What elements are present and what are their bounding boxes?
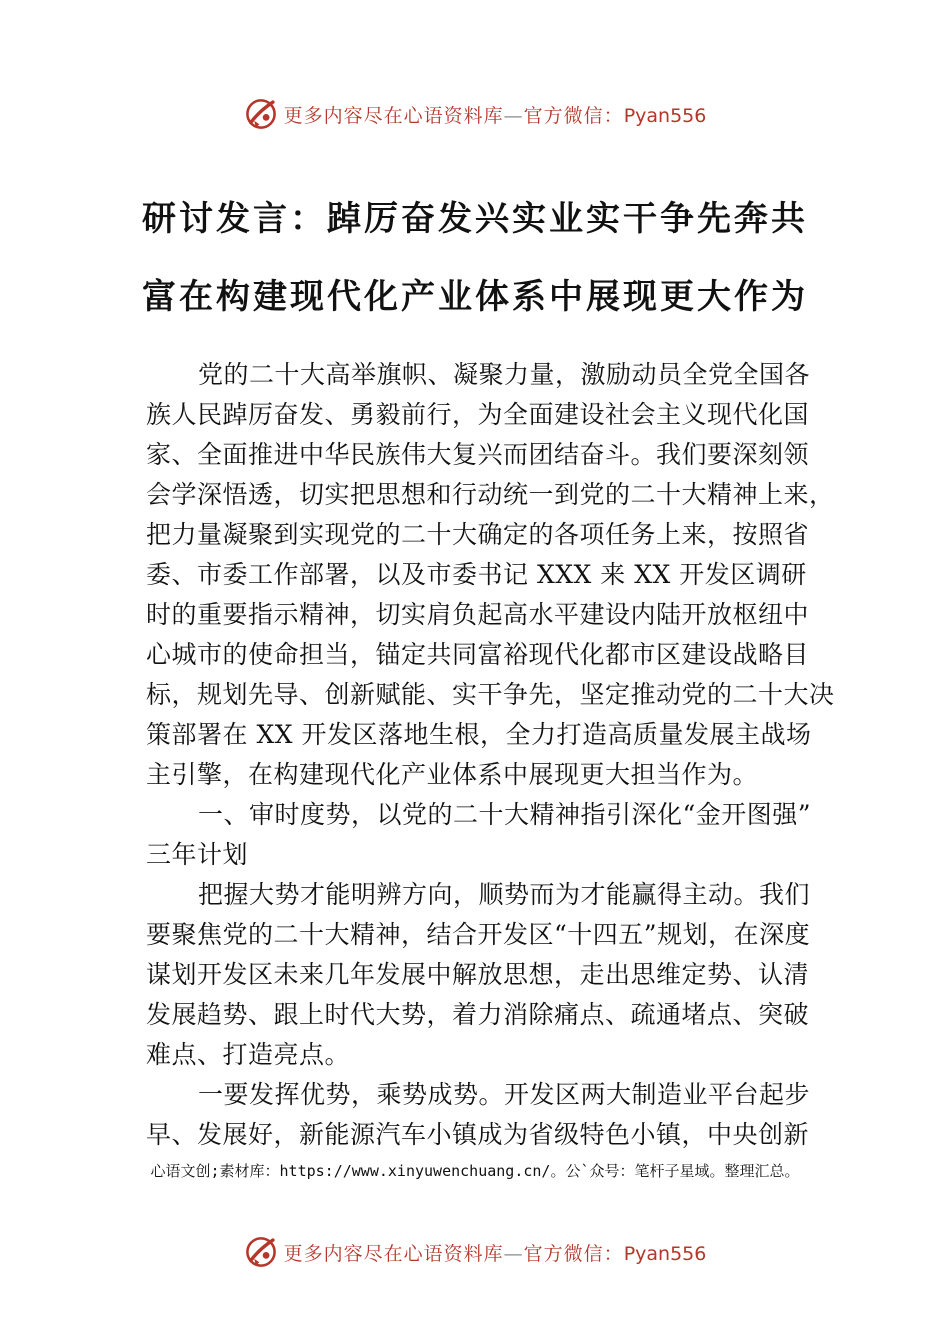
footer-source-note: 心语文创;素材库：https://www.xinyuwenchuang.cn/。公`众号：笔杆子星域。整理汇总。 — [150, 1162, 800, 1180]
body-line: 家、全面推进中华民族伟大复兴而团结奋斗。我们要深刻领 — [146, 440, 810, 469]
banner-dash: — — [503, 1242, 524, 1265]
body-line: 族人民踔厉奋发、勇毅前行，为全面建设社会主义现代化国 — [146, 400, 810, 429]
body-line: 一要发挥优势，乘势成势。开发区两大制造业平台起步 — [198, 1080, 811, 1109]
brush-seal-logo-icon — [244, 1235, 278, 1269]
body-line: 策部署在 XX 开发区落地生根，全力打造高质量发展主战场 — [146, 720, 812, 749]
header-banner — [0, 94, 950, 134]
title-line-2: 富在构建现代化产业体系中展现更大作为 — [142, 277, 808, 317]
document-title — [0, 180, 950, 336]
body-line: 标，规划先导、创新赋能、实干争先，坚定推动党的二十大决 — [146, 680, 835, 709]
banner-wechat-label: 官方微信： — [523, 104, 624, 127]
banner-text — [284, 101, 707, 128]
body-line: 党的二十大高举旗帜、凝聚力量，激励动员全党全国各 — [198, 360, 811, 389]
document-body — [146, 355, 835, 1155]
body-line: 难点、打造亮点。 — [146, 1040, 351, 1069]
body-line: 委、市委工作部署，以及市委书记 XXX 来 XX 开发区调研 — [146, 560, 807, 589]
banner-wechat-id: Pyan556 — [623, 104, 707, 127]
section-heading-cont: 三年计划 — [146, 840, 249, 869]
banner-wechat-id: Pyan556 — [623, 1242, 707, 1265]
title-line-1: 研讨发言：踔厉奋发兴实业实干争先奔共 — [142, 199, 808, 239]
body-line: 会学深悟透，切实把思想和行动统一到党的二十大精神上来， — [146, 480, 835, 509]
body-line: 早、发展好，新能源汽车小镇成为省级特色小镇，中央创新 — [146, 1120, 810, 1149]
banner-text — [284, 1239, 707, 1266]
body-line: 发展趋势、跟上时代大势，着力消除痛点、疏通堵点、突破 — [146, 1000, 810, 1029]
body-line: 要聚焦党的二十大精神，结合开发区“十四五”规划，在深度 — [146, 920, 811, 949]
banner-wechat-label: 官方微信： — [523, 1242, 624, 1265]
body-line: 把力量凝聚到实现党的二十大确定的各项任务上来，按照省 — [146, 520, 810, 549]
banner-main: 更多内容尽在心语资料库 — [283, 1242, 504, 1265]
body-line: 主引擎，在构建现代化产业体系中展现更大担当作为。 — [146, 760, 759, 789]
body-line: 心城市的使命担当，锚定共同富裕现代化都市区建设战略目 — [146, 640, 810, 669]
section-heading: 一、审时度势，以党的二十大精神指引深化“金开图强” — [198, 800, 812, 829]
body-line: 时的重要指示精神，切实肩负起高水平建设内陆开放枢纽中 — [146, 600, 810, 629]
body-line: 把握大势才能明辨方向，顺势而为才能赢得主动。我们 — [198, 880, 811, 909]
banner-main: 更多内容尽在心语资料库 — [283, 104, 504, 127]
body-line: 谋划开发区未来几年发展中解放思想，走出思维定势、认清 — [146, 960, 810, 989]
brush-seal-logo-icon — [244, 97, 278, 131]
banner-dash: — — [503, 104, 524, 127]
footer-banner — [0, 1232, 950, 1272]
